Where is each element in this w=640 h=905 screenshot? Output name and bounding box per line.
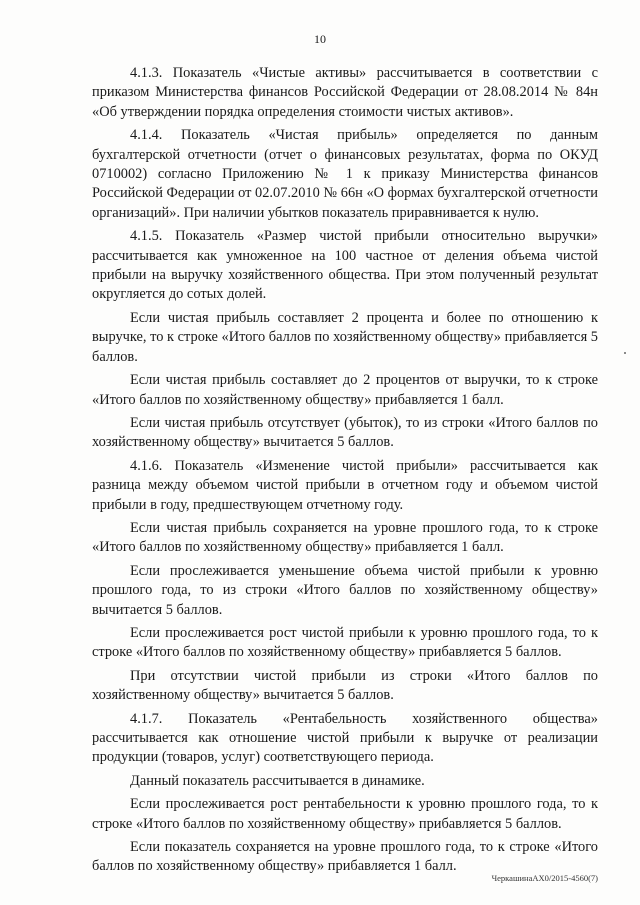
scan-artifact <box>624 352 626 354</box>
paragraph: При отсутствии чистой прибыли из строки «Итого баллов по хозяйственному обществу» вычитается 5 баллов. <box>92 667 598 704</box>
paragraph: Если прослеживается рост рентабельности к уровню прошлого года, то к строке «Итого баллов по хозяйственному обществу» прибавляется 5 баллов. <box>92 796 598 832</box>
paragraph: Если чистая прибыль составляет до 2 процентов от выручки, то к строке «Итого баллов по хозяйственному обществу» прибавляется 1 балл. <box>92 372 598 408</box>
paragraph-4-1-6: 4.1.6. Показатель «Изменение чистой прибыли» рассчитывается как разница между объемом чистой прибыли в отчетном году и объемом чистой прибыли в году, предшествующем отчетному году. <box>92 457 598 513</box>
paragraph: Если прослеживается уменьшение объема чистой прибыли к уровню прошлого года, то из строки «Итого баллов по хозяйственному обществу» вычитается 5 баллов. <box>92 562 598 618</box>
paragraph: Если показатель сохраняется на уровне прошлого года, то к строке «Итого баллов по хозяйственному обществу» прибавляется 1 балл. <box>92 839 598 875</box>
page-number: 10 <box>314 32 326 46</box>
paragraph-4-1-7: 4.1.7. Показатель «Рентабельность хозяйственного общества» рассчитывается как отношение чистой прибыли к выручке от реализации продукции (товаров, услуг) соответствующего периода. <box>92 710 598 766</box>
paragraph: Если прослеживается рост чистой прибыли к уровню прошлого года, то к строке «Итого баллов по хозяйственному обществу» прибавляется 5 баллов. <box>92 624 598 661</box>
paragraph: Если чистая прибыль составляет 2 процента и более по отношению к выручке, то к строке «Итого баллов по хозяйственному обществу» прибавляется 5 баллов. <box>92 309 598 365</box>
paragraph-4-1-4: 4.1.4. Показатель «Чистая прибыль» определяется по данным бухгалтерской отчетности (отчет о финансовых результатах, форма по ОКУД 0710002) согласно Приложению № 1 к приказу Министерства финансов Российской Федерации от 02.07.2010 № 66н «О формах бухгалтерской отчетности организаций». При наличии убытков показатель приравнивается к нулю. <box>92 127 598 221</box>
paragraph-4-1-3: 4.1.3. Показатель «Чистые активы» рассчитывается в соответствии с приказом Министерства финансов Российской Федерации от 28.08.2014 № 84н «Об утверждении порядка определения стоимости чистых активов». <box>92 65 598 120</box>
document-footer-code: ЧеркашинаАХ0/2015-4560(7) <box>491 873 598 883</box>
paragraph: Если чистая прибыль отсутствует (убыток), то из строки «Итого баллов по хозяйственному обществу» вычитается 5 баллов. <box>92 414 598 451</box>
paragraph: Если чистая прибыль сохраняется на уровне прошлого года, то к строке «Итого баллов по хозяйственному обществу» прибавляется 1 балл. <box>92 519 598 556</box>
paragraph: Данный показатель рассчитывается в динамике. <box>130 772 425 789</box>
paragraph-4-1-5: 4.1.5. Показатель «Размер чистой прибыли относительно выручки» рассчитывается как умноженное на 100 частное от деления объема чистой прибыли на выручку хозяйственного общества. При этом полученный результат округляется до сотых долей. <box>92 228 598 303</box>
document-body <box>92 64 598 881</box>
